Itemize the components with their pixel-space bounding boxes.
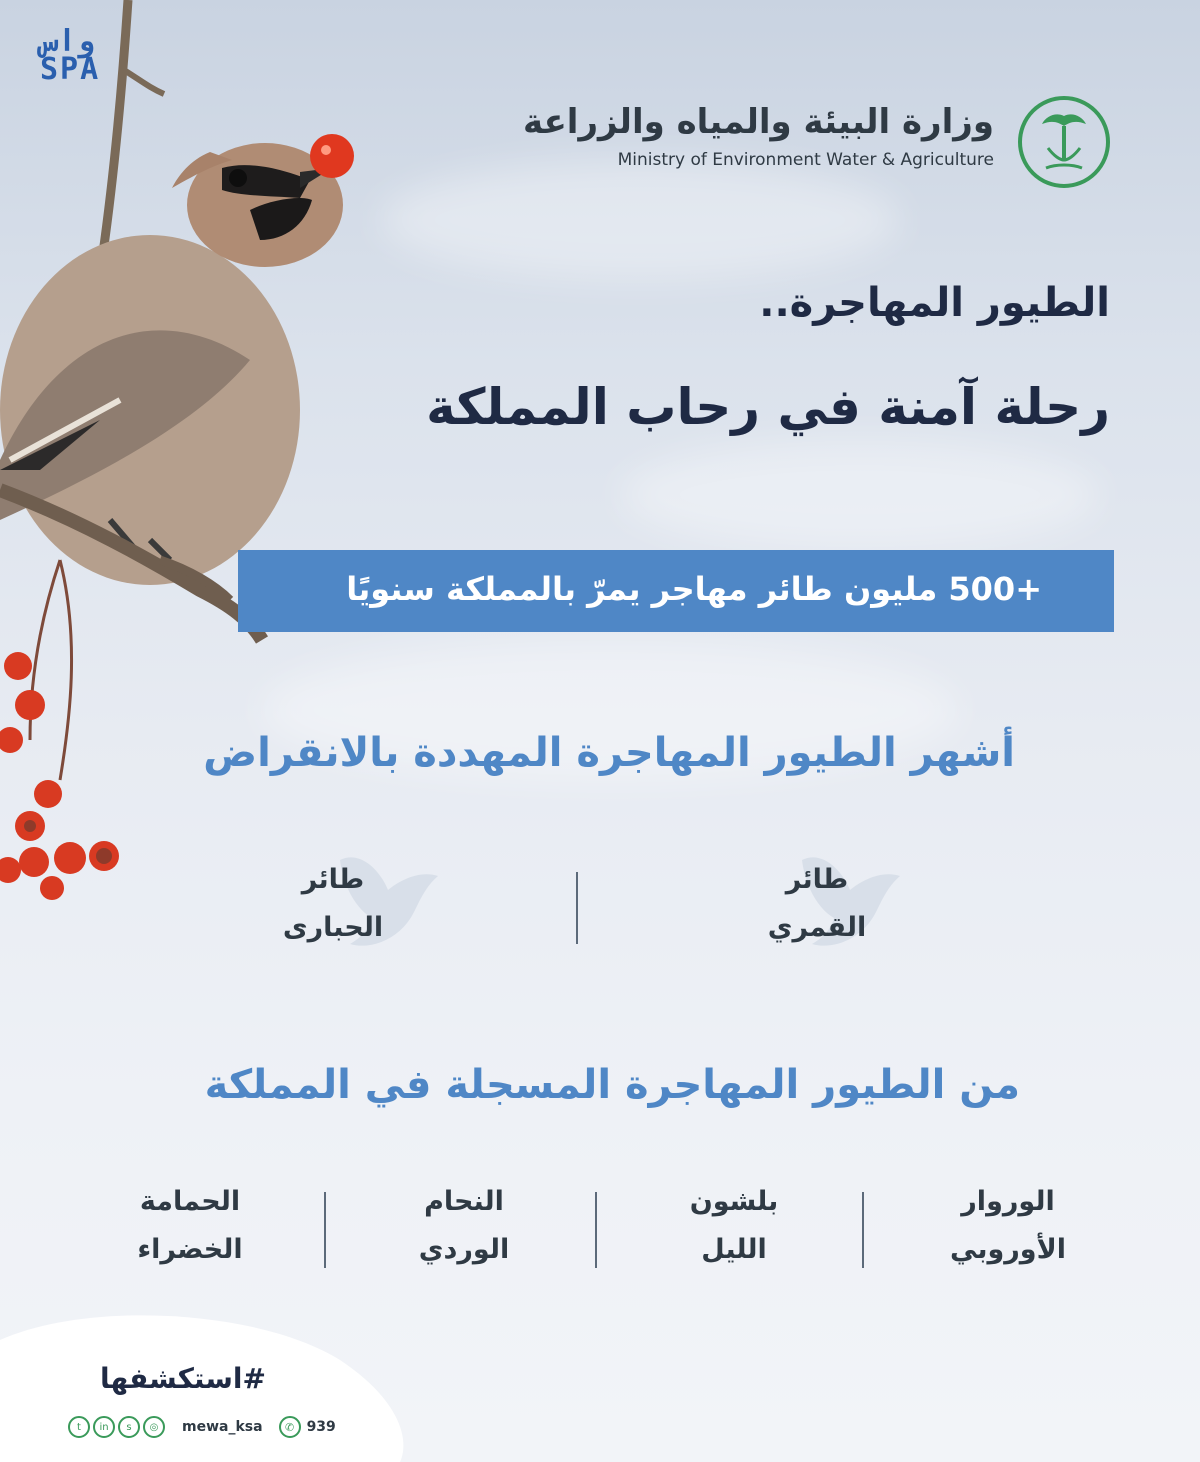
ministry-name-english: Ministry of Environment Water & Agriculture bbox=[617, 150, 994, 170]
ministry-palm-logo-icon bbox=[1016, 94, 1112, 190]
phone-number[interactable]: 939 bbox=[306, 1419, 336, 1435]
snapchat-icon[interactable]: s bbox=[118, 1416, 140, 1438]
bird-name-line: الحبارى bbox=[282, 912, 384, 943]
bird-name-line: الخضراء bbox=[137, 1234, 243, 1265]
bird-name-line: الوردي bbox=[418, 1234, 510, 1265]
bird-name-line: الأوروبي bbox=[950, 1234, 1066, 1265]
divider bbox=[595, 1192, 597, 1268]
headline-line-2: رحلة آمنة في رحاب المملكة bbox=[426, 378, 1110, 436]
registered-bird-green-pigeon bbox=[112, 1178, 268, 1274]
ministry-name-arabic: وزارة البيئة والمياه والزراعة bbox=[522, 102, 994, 142]
endangered-bird-turtle-dove bbox=[742, 856, 892, 952]
bird-name-line: طائر bbox=[785, 864, 849, 895]
cloud bbox=[620, 440, 1100, 550]
divider bbox=[862, 1192, 864, 1268]
phone-icon: ✆ bbox=[279, 1416, 301, 1438]
social-handle[interactable]: mewa_ksa bbox=[182, 1419, 263, 1435]
spa-agency-logo bbox=[40, 24, 124, 87]
registered-bird-greater-flamingo bbox=[386, 1178, 542, 1274]
linkedin-icon[interactable]: in bbox=[93, 1416, 115, 1438]
statistic-banner bbox=[238, 550, 1114, 632]
bird-name-line: الوروار bbox=[961, 1186, 1055, 1217]
cloud bbox=[380, 160, 900, 280]
endangered-bird-houbara bbox=[258, 856, 408, 952]
bird-name-line: الليل bbox=[701, 1234, 767, 1265]
headline-line-1: الطيور المهاجرة.. bbox=[759, 280, 1110, 326]
divider bbox=[324, 1192, 326, 1268]
bird-name-line: الحمامة bbox=[139, 1186, 241, 1217]
bird-name-line: النحام bbox=[424, 1186, 504, 1217]
spa-logo-arabic: واس bbox=[40, 24, 95, 59]
bird-name-line: بلشون bbox=[689, 1186, 779, 1217]
statistic-text: +500 مليون طائر مهاجر يمرّ بالمملكة سنويًا bbox=[346, 570, 1042, 608]
spa-logo-latin: SPA bbox=[40, 52, 101, 87]
instagram-icon[interactable]: ◎ bbox=[143, 1416, 165, 1438]
hashtag[interactable]: #استكشفها bbox=[100, 1362, 266, 1395]
bird-name-line: القمري bbox=[767, 912, 867, 943]
divider bbox=[576, 872, 578, 944]
social-links bbox=[68, 1416, 336, 1438]
registered-heading: من الطيور المهاجرة المسجلة في المملكة bbox=[204, 1062, 1020, 1108]
endangered-heading: أشهر الطيور المهاجرة المهددة بالانقراض bbox=[203, 730, 1015, 776]
registered-bird-night-heron bbox=[656, 1178, 812, 1274]
bird-name-line: طائر bbox=[301, 864, 365, 895]
registered-bird-european-bee-eater bbox=[930, 1178, 1086, 1274]
twitter-icon[interactable]: t bbox=[68, 1416, 90, 1438]
